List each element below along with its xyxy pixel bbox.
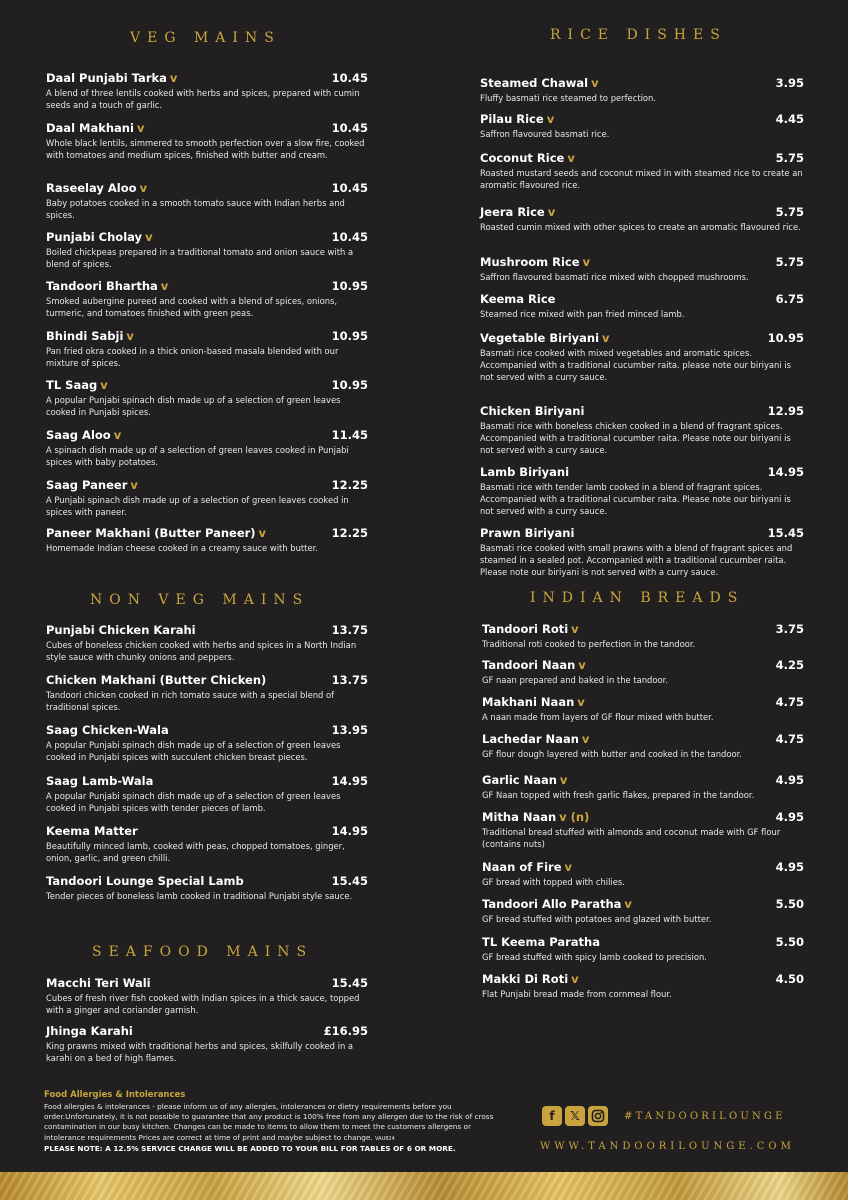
menu-item-name-wrap <box>482 897 632 911</box>
menu-item-header <box>46 279 368 294</box>
menu-item <box>46 478 368 518</box>
menu-item <box>480 526 804 578</box>
menu-item-price: 14.95 <box>767 465 804 479</box>
x-icon[interactable]: 𝕏 <box>565 1106 585 1126</box>
menu-item-name: Pilau Rice <box>480 112 544 126</box>
menu-item-price: 10.95 <box>331 378 368 392</box>
menu-item-name-wrap <box>480 526 574 540</box>
menu-item-description: Roasted mustard seeds and coconut mixed in with steamed rice to create an aromatic flavoured rice. <box>480 168 803 190</box>
menu-item-name-wrap <box>480 465 569 479</box>
menu-item-name-wrap <box>482 860 572 874</box>
menu-item <box>46 976 368 1016</box>
hashtag: #TANDOORILOUNGE <box>624 1111 786 1122</box>
menu-item-name: Saag Paneer <box>46 478 128 492</box>
menu-item <box>482 860 804 888</box>
menu-item-price: 14.95 <box>331 824 368 838</box>
menu-item-header <box>482 773 804 788</box>
menu-item-header <box>46 673 368 688</box>
menu-item-description: Tender pieces of boneless lamb cooked in traditional Punjabi style sauce. <box>46 891 353 901</box>
vegetarian-badge: v <box>169 71 178 85</box>
menu-item-name: Mushroom Rice <box>480 255 580 269</box>
menu-item-price: 10.45 <box>331 71 368 85</box>
menu-item-header <box>46 723 368 738</box>
menu-item-price: 10.45 <box>331 230 368 244</box>
menu-item <box>482 810 804 850</box>
menu-item <box>482 732 804 760</box>
menu-item-description: Cubes of boneless chicken cooked with herbs and spices in a North Indian style sauce with chunky onions and peppers. <box>46 640 357 662</box>
menu-item-name-wrap <box>46 478 138 492</box>
menu-item-name-wrap <box>480 331 610 345</box>
menu-item <box>46 774 368 814</box>
menu-item-price: 10.95 <box>331 279 368 293</box>
menu-item-description: Saffron flavoured basmati rice mixed with chopped mushrooms. <box>480 272 749 282</box>
menu-item-name: Prawn Biriyani <box>480 526 575 540</box>
menu-item-name: Garlic Naan <box>482 773 557 787</box>
menu-item-header <box>482 810 804 825</box>
gold-foil-strip <box>0 1172 848 1200</box>
menu-item-header <box>482 732 804 747</box>
menu-item-price: 5.75 <box>775 255 804 269</box>
menu-item-name-wrap <box>46 71 177 85</box>
menu-item-header <box>480 255 804 270</box>
vegetarian-badge: v <box>581 732 590 746</box>
menu-item <box>480 205 804 233</box>
menu-item-name-wrap <box>480 292 555 306</box>
social-icons <box>542 1106 608 1126</box>
menu-item-name: Tandoori Allo Paratha <box>482 897 622 911</box>
menu-item-price: 14.95 <box>331 774 368 788</box>
menu-item-price: 15.45 <box>331 976 368 990</box>
menu-item <box>46 1024 368 1064</box>
menu-item-name-wrap <box>482 658 586 672</box>
menu-item-description: Baby potatoes cooked in a smooth tomato sauce with Indian herbs and spices. <box>46 198 345 220</box>
menu-item-header <box>46 378 368 393</box>
menu-item-description: Steamed rice mixed with pan fried minced lamb. <box>480 309 685 319</box>
menu-item-header <box>482 658 804 673</box>
menu-item-price: 12.25 <box>331 478 368 492</box>
menu-item-header <box>480 331 804 346</box>
vegetarian-badge: v <box>258 526 267 540</box>
menu-item-description: Fluffy basmati rice steamed to perfection. <box>480 93 657 103</box>
menu-item-name-wrap <box>46 378 108 392</box>
menu-item-name: Daal Makhani <box>46 121 134 135</box>
menu-item-name: Raseelay Aloo <box>46 181 137 195</box>
menu-item-name: Tandoori Naan <box>482 658 576 672</box>
menu-item-name-wrap <box>46 181 147 195</box>
indian-breads-title: INDIAN BREADS <box>530 590 745 606</box>
menu-item-name: Lachedar Naan <box>482 732 579 746</box>
menu-item-name-wrap <box>480 112 554 126</box>
menu-item-price: 4.75 <box>775 732 804 746</box>
menu-item-description: A naan made from layers of GF flour mixed with butter. <box>482 712 714 722</box>
vegetarian-badge: v <box>546 112 555 126</box>
menu-item-description: A Punjabi spinach dish made up of a selection of green leaves cooked in spices with paneer. <box>46 495 349 517</box>
menu-item-name-wrap <box>46 824 138 838</box>
menu-item-name-wrap <box>482 935 600 949</box>
menu-item-description: GF Naan topped with fresh garlic flakes, prepared in the tandoor. <box>482 790 755 800</box>
menu-item <box>46 526 368 554</box>
menu-item-header <box>46 428 368 443</box>
menu-item-price: 13.75 <box>331 673 368 687</box>
menu-item-price: 3.75 <box>775 622 804 636</box>
menu-item <box>482 897 804 925</box>
menu-item-name: Steamed Chawal <box>480 76 589 90</box>
vegetarian-badge: v <box>564 860 573 874</box>
allergy-notice <box>44 1090 502 1153</box>
menu-item-price: 4.45 <box>775 112 804 126</box>
menu-item-price: 5.75 <box>775 151 804 165</box>
vegetarian-badge: v (n) <box>559 810 590 824</box>
menu-item-name: Saag Chicken-Wala <box>46 723 169 737</box>
non-veg-mains-title: NON VEG MAINS <box>90 592 310 608</box>
menu-item-description: GF bread with topped with chilies. <box>482 877 625 887</box>
menu-item <box>46 378 368 418</box>
menu-item-description: Tandoori chicken cooked in rich tomato sauce with a special blend of traditional spices. <box>46 690 335 712</box>
menu-item-header <box>480 404 804 419</box>
menu-item-description: Flat Punjabi bread made from cornmeal flour. <box>482 989 672 999</box>
menu-item <box>482 972 804 1000</box>
menu-item-header <box>46 623 368 638</box>
menu-item-header <box>480 526 804 541</box>
menu-item-price: 13.95 <box>331 723 368 737</box>
menu-item-name: Tandoori Bhartha <box>46 279 158 293</box>
menu-item-price: 10.45 <box>331 181 368 195</box>
menu-item-name: Lamb Biriyani <box>480 465 570 479</box>
menu-item-name: Saag Aloo <box>46 428 111 442</box>
menu-item <box>482 658 804 686</box>
menu-item-price: 3.95 <box>775 76 804 90</box>
menu-item-name-wrap <box>46 1024 133 1038</box>
menu-item-header <box>480 76 804 91</box>
menu-item-header <box>46 181 368 196</box>
menu-item-price: £16.95 <box>323 1024 368 1038</box>
menu-item-header <box>46 478 368 493</box>
menu-item-name-wrap <box>46 623 196 637</box>
menu-item-name-wrap <box>46 976 151 990</box>
menu-item-name: Punjabi Cholay <box>46 230 143 244</box>
allergy-body: Food allergies & intolerances - please inform us of any allergies, intolerances or dietry requirements before you order.Unfortunately, it is not possible to guarantee that any product is 100% free from any allergen due to the risk of cross contamination in our busy kitchen. Changes can be made to items to allow them to meet the customers allergens or intolerance requirements Prices are correct at time of print and maybe subject to change. <box>44 1102 494 1142</box>
menu-item-price: 10.45 <box>331 121 368 135</box>
menu-item-description: Basmati rice with boneless chicken cooked in a blend of fragrant spices. Accompanied with a traditional cucumber raita. Please note our biriyani is not served with a curry sauce. <box>480 421 791 455</box>
vegetarian-badge: v <box>602 331 610 345</box>
menu-item <box>46 121 368 161</box>
menu-item-name: Jeera Rice <box>480 205 545 219</box>
menu-item-name: Chicken Makhani (Butter Chicken) <box>46 673 267 687</box>
menu-item <box>480 465 804 517</box>
menu-item-description: Whole black lentils, simmered to smooth perfection over a slow fire, cooked with tomatoes and medium spices, finished with butter and cream. <box>46 138 365 160</box>
menu-item-description: A popular Punjabi spinach dish made up of a selection of green leaves cooked in Punjabi spices with tender pieces of lamb. <box>46 791 341 813</box>
menu-item <box>46 824 368 864</box>
menu-item-name: Tandoori Roti <box>482 622 569 636</box>
vegetarian-badge: v <box>136 121 145 135</box>
menu-item-name: Keema Rice <box>480 292 556 306</box>
menu-item-name-wrap <box>480 205 555 219</box>
menu-item-header <box>482 897 804 912</box>
menu-item-name: Keema Matter <box>46 824 138 838</box>
menu-item-description: Basmati rice cooked with small prawns with a blend of fragrant spices and steamed in a sealed pot. Accompanied with a traditional cucumber raita. Please note our biriyani is not served with a curry sauce. <box>480 543 793 577</box>
menu-item <box>480 404 804 456</box>
menu-item-name-wrap <box>46 723 169 737</box>
menu-item <box>46 673 368 713</box>
menu-item-price: 5.75 <box>775 205 804 219</box>
menu-item-name-wrap <box>482 695 585 709</box>
menu-item-price: 4.75 <box>775 695 804 709</box>
menu-item-price: 10.95 <box>767 331 804 345</box>
vegetarian-badge: v <box>100 378 108 392</box>
menu-item-name-wrap <box>480 404 584 418</box>
menu-item-name-wrap <box>46 428 121 442</box>
menu-item-header <box>480 151 804 166</box>
menu-item-name: Makki Di Roti <box>482 972 569 986</box>
menu-item-description: A popular Punjabi spinach dish made up of a selection of green leaves cooked in Punjabi spices. <box>46 395 341 417</box>
menu-item-description: Traditional bread stuffed with almonds and coconut made with GF flour (contains nuts) <box>482 827 781 849</box>
menu-item-header <box>482 935 804 950</box>
menu-item-name: Makhani Naan <box>482 695 575 709</box>
allergy-text <box>44 1102 502 1144</box>
seafood-mains-title: SEAFOOD MAINS <box>92 944 314 960</box>
menu-item <box>46 623 368 663</box>
vegetarian-badge: v <box>567 151 575 165</box>
vegetarian-badge: v <box>130 478 138 492</box>
menu-item-header <box>46 1024 368 1039</box>
menu-item-header <box>46 71 368 86</box>
menu-item-header <box>482 972 804 987</box>
menu-item-price: 11.45 <box>331 428 368 442</box>
menu-item-name-wrap <box>46 874 244 888</box>
menu-item-name: Tandoori Lounge Special Lamb <box>46 874 244 888</box>
menu-item <box>480 76 804 104</box>
menu-item-name: Chicken Biriyani <box>480 404 585 418</box>
menu-item-name: Naan of Fire <box>482 860 562 874</box>
menu-item-name: Punjabi Chicken Karahi <box>46 623 196 637</box>
menu-item-description: Roasted cumin mixed with other spices to create an aromatic flavoured rice. <box>480 222 801 232</box>
menu-item <box>480 292 804 320</box>
menu-item-name: Macchi Teri Wali <box>46 976 151 990</box>
menu-item-header <box>46 329 368 344</box>
menu-item-name: Saag Lamb-Wala <box>46 774 154 788</box>
menu-item-header <box>482 695 804 710</box>
menu-item-price: 12.95 <box>767 404 804 418</box>
menu-item-description: GF bread stuffed with spicy lamb cooked to precision. <box>482 952 707 962</box>
menu-item-name-wrap <box>46 526 266 540</box>
menu-item-name: Paneer Makhani (Butter Paneer) <box>46 526 256 540</box>
menu-item <box>482 935 804 963</box>
menu-item <box>46 874 368 902</box>
menu-item-name: Jhinga Karahi <box>46 1024 133 1038</box>
menu-item-header <box>46 774 368 789</box>
menu-item-name-wrap <box>482 732 589 746</box>
menu-item-header <box>46 824 368 839</box>
vegetarian-badge: v <box>624 897 632 911</box>
menu-item <box>482 773 804 801</box>
vegetarian-badge: v <box>113 428 122 442</box>
menu-item-price: 10.95 <box>331 329 368 343</box>
menu-item-name-wrap <box>482 972 579 986</box>
vegetarian-badge: v <box>145 230 153 244</box>
allergy-title: Food Allergies & Intolerances <box>44 1090 186 1100</box>
menu-item-name: TL Saag <box>46 378 98 392</box>
menu-item <box>46 71 368 111</box>
menu-item-header <box>46 121 368 136</box>
menu-item-description: A spinach dish made up of a selection of green leaves cooked in Punjabi spices with baby potatoes. <box>46 445 349 467</box>
menu-item-description: A popular Punjabi spinach dish made up of a selection of green leaves cooked in Punjabi spices with succulent chicken breast pieces. <box>46 740 341 762</box>
menu-item-name: TL Keema Paratha <box>482 935 600 949</box>
menu-item-name-wrap <box>46 230 153 244</box>
menu-item-price: 5.50 <box>775 935 804 949</box>
menu-item-price: 12.25 <box>331 526 368 540</box>
vegetarian-badge: v <box>577 695 585 709</box>
menu-item-description: Smoked aubergine pureed and cooked with a blend of spices, onions, turmeric, and tomatoes finished with green peas. <box>46 296 338 318</box>
menu-item-name-wrap <box>46 774 153 788</box>
vegetarian-badge: v <box>578 658 586 672</box>
menu-item-description: King prawns mixed with traditional herbs and spices, skilfully cooked in a karahi on a bed of high flames. <box>46 1041 354 1063</box>
website-link[interactable]: WWW.TANDOORILOUNGE.COM <box>540 1141 795 1152</box>
menu-item-header <box>480 465 804 480</box>
menu-item <box>482 695 804 723</box>
menu-item <box>46 279 368 319</box>
vegetarian-badge: v <box>139 181 148 195</box>
menu-item-name-wrap <box>46 673 266 687</box>
menu-item-name: Vegetable Biriyani <box>480 331 600 345</box>
menu-item-name-wrap <box>482 622 579 636</box>
menu-item-description: Beautifully minced lamb, cooked with peas, chopped tomatoes, ginger, onion, garlic, and green chilli. <box>46 841 345 863</box>
menu-item-description: Boiled chickpeas prepared in a traditional tomato and onion sauce with a blend of spices. <box>46 247 354 269</box>
menu-item-price: 13.75 <box>331 623 368 637</box>
menu-item-price: 4.25 <box>775 658 804 672</box>
menu-item-header <box>482 860 804 875</box>
menu-item <box>480 112 804 140</box>
menu-item-price: 5.50 <box>775 897 804 911</box>
menu-item-description: GF flour dough layered with butter and cooked in the tandoor. <box>482 749 742 759</box>
menu-item <box>482 622 804 650</box>
menu-item-name-wrap <box>480 76 599 90</box>
instagram-icon[interactable] <box>588 1106 608 1126</box>
menu-item <box>480 331 804 383</box>
veg-mains-title: VEG MAINS <box>130 30 281 46</box>
menu-item-name-wrap <box>480 151 575 165</box>
menu-item-header <box>46 874 368 889</box>
menu-item-description: Basmati rice cooked with mixed vegetables and aromatic spices. Accompanied with a traditional cucumber raita. please note our biriyani is not served with a curry sauce. <box>480 348 792 382</box>
menu-item-header <box>46 230 368 245</box>
menu-item <box>46 181 368 221</box>
vegetarian-badge: v <box>559 773 568 787</box>
menu-item-name-wrap <box>482 773 567 787</box>
menu-item-description: Saffron flavoured basmati rice. <box>480 129 610 139</box>
menu-item-description: Cubes of fresh river fish cooked with Indian spices in a thick sauce, topped with a ginger and coriander garnish. <box>46 993 360 1015</box>
service-charge-note: PLEASE NOTE: A 12.5% SERVICE CHARGE WILL BE ADDED TO YOUR BILL FOR TABLES OF 6 OR MORE. <box>44 1143 456 1153</box>
menu-item-name-wrap <box>46 279 168 293</box>
menu-item-description: A blend of three lentils cooked with herbs and spices, prepared with cumin seeds and a touch of garlic. <box>46 88 360 110</box>
vegetarian-badge: v <box>582 255 591 269</box>
vegetarian-badge: v <box>126 329 134 343</box>
menu-item-header <box>480 112 804 127</box>
menu-item-header <box>480 292 804 307</box>
menu-item-description: GF naan prepared and baked in the tandoor. <box>482 675 668 685</box>
menu-item-description: Traditional roti cooked to perfection in the tandoor. <box>482 639 696 649</box>
menu-item-name-wrap <box>480 255 590 269</box>
menu-item <box>46 230 368 270</box>
menu-item-name: Coconut Rice <box>480 151 565 165</box>
menu-item <box>46 329 368 369</box>
menu-item-description: Basmati rice with tender lamb cooked in a blend of fragrant spices. Accompanied with a traditional cucumber raita. Please note our biriyani is not served with a curry sauce. <box>480 482 791 516</box>
menu-item-name-wrap <box>46 329 134 343</box>
menu-item-price: 4.95 <box>775 860 804 874</box>
vegetarian-badge: v <box>591 76 599 90</box>
menu-item-header <box>482 622 804 637</box>
menu-item-name: Mitha Naan <box>482 810 557 824</box>
menu-item <box>46 428 368 468</box>
menu-item-price: 6.75 <box>775 292 804 306</box>
menu-item-name-wrap <box>482 810 589 824</box>
vegetarian-badge: v <box>160 279 169 293</box>
menu-item-price: 15.45 <box>767 526 804 540</box>
menu-item <box>480 151 804 191</box>
facebook-icon[interactable]: f <box>542 1106 562 1126</box>
menu-item-price: 15.45 <box>331 874 368 888</box>
menu-item-name-wrap <box>46 121 144 135</box>
menu-item-description: GF bread stuffed with potatoes and glazed with butter. <box>482 914 712 924</box>
menu-item-description: Pan fried okra cooked in a thick onion-based masala blended with our mixture of spices. <box>46 346 339 368</box>
menu-item-header <box>46 976 368 991</box>
vegetarian-badge: v <box>571 622 579 636</box>
menu-item-price: 4.50 <box>775 972 804 986</box>
menu-item-name: Daal Punjabi Tarka <box>46 71 167 85</box>
menu-item-description: Homemade Indian cheese cooked in a creamy sauce with butter. <box>46 543 318 553</box>
vegetarian-badge: v <box>571 972 579 986</box>
menu-item-price: 4.95 <box>775 773 804 787</box>
menu-item-name: Bhindi Sabji <box>46 329 124 343</box>
rice-dishes-title: RICE DISHES <box>550 27 727 43</box>
menu-item <box>46 723 368 763</box>
menu-item <box>480 255 804 283</box>
vegetarian-badge: v <box>547 205 556 219</box>
menu-item-header <box>46 526 368 541</box>
menu-item-header <box>480 205 804 220</box>
print-code: VAU824 <box>375 1135 395 1142</box>
menu-item-price: 4.95 <box>775 810 804 824</box>
